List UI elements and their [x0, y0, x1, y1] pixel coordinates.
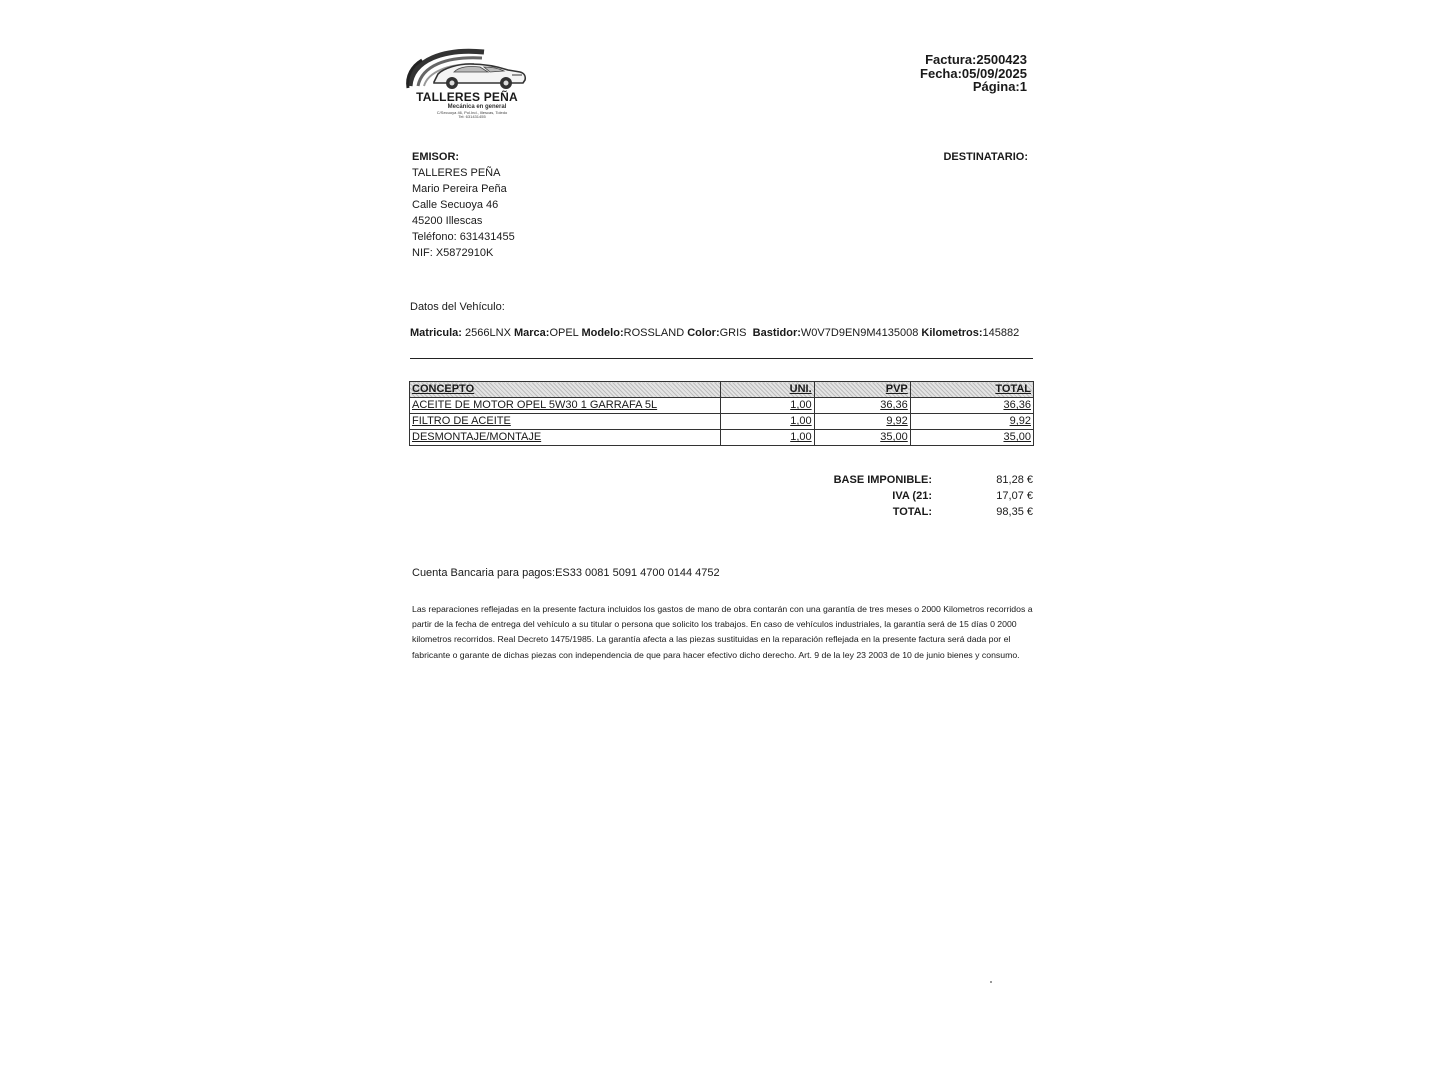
total-value: 98,35 € — [996, 506, 1033, 518]
modelo-value: ROSSLAND — [623, 327, 685, 339]
row-pvp: 9,92 — [814, 414, 910, 430]
row-pvp: 36,36 — [814, 398, 910, 414]
emisor-city: 45200 Illescas — [412, 215, 483, 227]
row-concepto: FILTRO DE ACEITE — [410, 414, 721, 430]
vehicle-details — [410, 327, 1019, 339]
row-pvp: 35,00 — [814, 430, 910, 446]
row-uni: 1,00 — [721, 430, 814, 446]
logo-subtitle: Mecánica en general — [447, 104, 507, 110]
table-row — [410, 398, 1034, 414]
base-imponible-label: BASE IMPONIBLE: — [833, 474, 932, 486]
section-divider — [410, 358, 1033, 359]
bastidor-value: W0V7D9EN9M4135008 — [800, 327, 919, 339]
legal-notice: Las reparaciones reflejadas en la presente factura incluidos los gastos de mano de obra contarán con una garantía de tres meses o 2000 Kilometros recorridos a partir de la fecha de entrega del vehículo a su titular o persona que solicito los trabajos. En caso de vehículos industriales, la garantía será de 15 días 0 2000 kilometros recorridos. Real Decreto 1475/1985. La garantía afecta a las piezas sustituidas en la reparación reflejada en la presente factura será dada por el fabricante o garante de dichas piezas con independencia de que para hacer efectivo dicho derecho. Art. 9 de la ley 23 2003 de 10 de junio bienes y consumo. — [412, 604, 1033, 660]
emisor-nif: NIF: X5872910K — [412, 247, 494, 259]
emisor-person: Mario Pereira Peña — [412, 183, 507, 195]
marca-value: OPEL — [549, 327, 579, 339]
row-total: 36,36 — [910, 398, 1033, 414]
totals-block — [800, 472, 1033, 520]
logo-phone-line: Tel: 631431455 — [458, 114, 486, 119]
scan-speck — [990, 981, 992, 983]
company-logo — [404, 46, 534, 124]
concept-table — [409, 381, 1034, 446]
header-concepto: CONCEPTO — [410, 382, 721, 398]
vehicle-section-title: Datos del Vehículo: — [410, 301, 505, 313]
row-uni: 1,00 — [721, 398, 814, 414]
emisor-street: Calle Secuoya 46 — [412, 199, 499, 211]
matricula-value: 2566LNX — [465, 327, 511, 339]
header-total: TOTAL — [910, 382, 1033, 398]
marca-label: Marca: — [513, 327, 550, 339]
kilometros-value: 145882 — [982, 327, 1020, 339]
total-row — [800, 504, 1033, 520]
invoice-number: Factura:2500423 — [925, 52, 1027, 67]
matricula-label: Matricula: — [410, 327, 462, 339]
table-row — [410, 430, 1034, 446]
table-row — [410, 414, 1034, 430]
row-uni: 1,00 — [721, 414, 814, 430]
row-concepto: ACEITE DE MOTOR OPEL 5W30 1 GARRAFA 5L — [410, 398, 721, 414]
row-total: 9,92 — [910, 414, 1033, 430]
destinatario-label: DESTINATARIO: — [943, 151, 1028, 163]
row-total: 35,00 — [910, 430, 1033, 446]
invoice-header — [920, 53, 1027, 94]
base-imponible-row — [800, 472, 1033, 488]
kilometros-label: Kilometros: — [921, 327, 983, 339]
invoice-page: Página:1 — [972, 79, 1027, 94]
bastidor-label: Bastidor: — [752, 327, 801, 339]
color-label: Color: — [687, 327, 720, 339]
header-pvp: PVP — [814, 382, 910, 398]
car-logo-icon — [404, 46, 530, 92]
iva-label: IVA (21: — [892, 490, 932, 502]
total-label: TOTAL: — [892, 506, 932, 518]
row-concepto: DESMONTAJE/MONTAJE — [410, 430, 721, 446]
emisor-phone: Teléfono: 631431455 — [412, 231, 515, 243]
emisor-company: TALLERES PEÑA — [412, 167, 501, 179]
invoice-date: Fecha:05/09/2025 — [920, 65, 1027, 81]
logo-address — [414, 111, 530, 119]
emisor-block — [412, 149, 515, 261]
table-header-row — [410, 382, 1034, 398]
logo-address-line: C/Secuoya 46, Pol.Ind., Illescas, Toledo — [436, 110, 508, 115]
logo-company-name: TALLERES PEÑA — [416, 90, 518, 104]
base-imponible-value: 81,28 € — [996, 474, 1033, 486]
modelo-label: Modelo: — [581, 327, 624, 339]
header-uni: UNI. — [721, 382, 814, 398]
color-value: GRIS — [719, 327, 747, 339]
iva-row — [800, 488, 1033, 504]
iva-value: 17,07 € — [996, 490, 1033, 502]
emisor-label: EMISOR: — [412, 151, 460, 163]
bank-account: Cuenta Bancaria para pagos:ES33 0081 5091 4700 0144 4752 — [412, 567, 720, 579]
